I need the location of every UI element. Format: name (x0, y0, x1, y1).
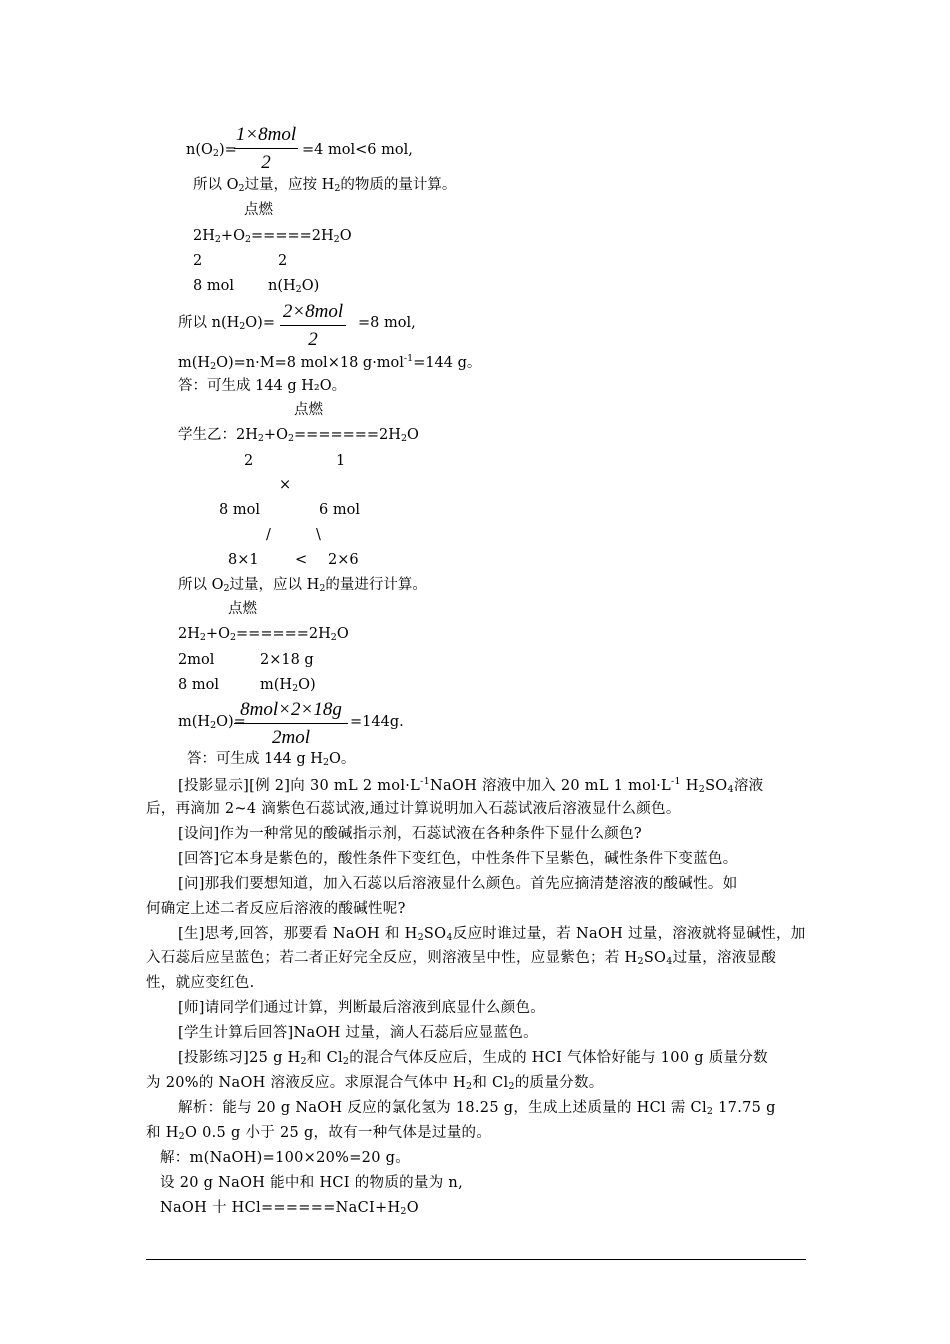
superscript: -1 (420, 776, 430, 787)
subscript: 4 (666, 956, 673, 967)
subscript: 2 (334, 183, 341, 194)
paragraph-line (178, 927, 806, 943)
text: 过量，应以 H (229, 577, 320, 593)
text: SO (705, 778, 728, 794)
text-line (178, 578, 427, 594)
text: 所以 n(H (178, 315, 240, 331)
paragraph-line: 何确定上述二者反应后溶液的酸碱性呢? (146, 901, 406, 917)
subscript: 2 (400, 1206, 407, 1217)
text: 的混合气体反应后，生成的 HCI 气体恰好能与 100 g 质量分数 (349, 1050, 768, 1066)
text-line (358, 316, 416, 331)
paragraph-line: [回答]它本身是紫色的，酸性条件下变红色，中性条件下呈紫色，碱性条件下变蓝色。 (178, 851, 738, 867)
text: m(H (178, 714, 211, 730)
ignite-label: 点燃 (294, 402, 323, 418)
text: 所以 O (178, 577, 224, 593)
text: H (680, 778, 699, 794)
text: +O (205, 626, 230, 642)
subscript: 2 (238, 183, 245, 194)
text: O)= (216, 714, 246, 730)
subscript: 2 (292, 683, 299, 694)
amount-value (260, 678, 316, 694)
cross-product: 8×1 (228, 552, 259, 568)
amount-value: 8 mol (193, 278, 234, 294)
ratio-value: 2 (278, 253, 288, 269)
cross-backslash: \ (316, 527, 321, 543)
fraction (234, 125, 298, 172)
fraction-denominator: 2mol (272, 727, 310, 748)
text-line (186, 143, 237, 159)
ratio-value: 2mol (178, 652, 215, 668)
subscript: 2 (319, 583, 326, 594)
superscript: -1 (403, 353, 414, 364)
text: )= (218, 142, 237, 158)
text: 和 Cl (472, 1075, 509, 1091)
text: 所以 O (193, 177, 239, 193)
text: +O (263, 427, 288, 443)
subscript: 2 (287, 433, 295, 444)
text: O (406, 427, 419, 443)
text: +O (220, 228, 245, 244)
paragraph-line (146, 1126, 491, 1142)
text: ======2H (236, 626, 331, 642)
text: O (336, 626, 349, 642)
text: O (406, 1200, 419, 1216)
text: m(H (178, 355, 211, 371)
paragraph-line: [问]那我们要想知道，加入石蕊以后溶液显什么颜色。首先应摘清楚溶液的酸碱性。如 (178, 876, 738, 892)
subscript: 2 (199, 632, 206, 643)
fraction-bar (234, 148, 298, 149)
subscript: 2 (508, 1081, 515, 1092)
text: =8 mol, (358, 315, 416, 331)
text: NaOH 十 HCl======NaCI+H (160, 1200, 401, 1216)
paragraph-line: [设问]作为一种常见的酸碱指示剂，石蕊试液在各种条件下显什么颜色? (178, 826, 642, 842)
superscript: -1 (671, 776, 681, 787)
cross-amount: 6 mol (319, 502, 360, 518)
fraction-denominator: 2 (261, 152, 271, 173)
text: SO (423, 926, 447, 942)
subscript: 2 (244, 234, 252, 245)
text: 2H (193, 228, 215, 244)
paragraph-line: [师]请同学们通过计算，判断最后溶液到底显什么颜色。 (178, 1000, 546, 1016)
subscript: 2 (698, 784, 706, 795)
fraction-numerator: 2×8mol (282, 301, 344, 322)
text: O (339, 228, 352, 244)
cross-product: 2×6 (328, 552, 359, 568)
text: n(O (186, 142, 213, 158)
subscript: 2 (637, 956, 644, 967)
cross-symbol: × (279, 477, 292, 493)
subscript: 2 (178, 1131, 186, 1142)
text-line (193, 178, 456, 194)
equation (193, 229, 352, 245)
fraction-numerator: 1×8mol (235, 124, 297, 145)
equation (178, 627, 349, 643)
text: 为 20%的 NaOH 溶液反应。求原混合气体中 H (146, 1075, 466, 1091)
subscript: 2 (229, 632, 237, 643)
subscript: 2 (239, 321, 246, 332)
text: NaOH 溶液中加入 20 mL 1 mol·L (429, 778, 671, 794)
cross-coefficient: 1 (336, 453, 346, 469)
equation (178, 428, 419, 444)
text: O) (298, 677, 316, 693)
text: 2H (178, 626, 200, 642)
text: =4 mol<6 mol, (302, 142, 413, 158)
subscript: 2 (210, 361, 217, 372)
amount-value (268, 279, 319, 295)
text: =144 g。 (413, 355, 482, 371)
text: 反应时谁过量，若 NaOH 过量，溶液就将显碱性，加 (452, 926, 806, 942)
answer-line: 答：可生成 144 g H₂O。 (178, 378, 347, 394)
cross-coefficient: 2 (244, 453, 254, 469)
paragraph-line: [学生计算后回答]NaOH 过量，滴人石蕊后应显蓝色。 (178, 1025, 538, 1041)
subscript: 4 (727, 784, 734, 795)
text: 入石蕊后应呈蓝色；若二者正好完全反应，则溶液呈中性，应显紫色；若 H (146, 950, 638, 966)
text-line (350, 715, 404, 730)
subscript: 2 (342, 1056, 350, 1067)
paragraph-line: 设 20 g NaOH 能中和 HCI 的物质的量为 n, (160, 1175, 463, 1191)
subscript: 2 (465, 1081, 473, 1092)
text-line (178, 316, 275, 332)
subscript: 2 (257, 433, 264, 444)
paragraph-line (146, 951, 776, 967)
footer-divider (146, 1259, 806, 1260)
fraction-numerator: 8mol×2×18g (240, 699, 342, 720)
fraction-bar (280, 325, 346, 326)
paragraph-line (178, 1051, 768, 1067)
cross-slash: / (266, 527, 271, 543)
text: 和 Cl (306, 1050, 343, 1066)
subscript: 2 (295, 284, 302, 295)
subscript: 2 (214, 234, 221, 245)
subscript: 2 (333, 234, 340, 245)
text-line (302, 143, 413, 158)
text: 的量进行计算。 (325, 577, 427, 593)
subscript: 2 (330, 632, 337, 643)
text: O。 (328, 751, 356, 767)
equation (160, 1201, 419, 1217)
text: 解析：能与 20 g NaOH 反应的氯化氢为 18.25 g，生成上述质量的 HCl 需 Cl (178, 1100, 707, 1116)
paragraph-line (178, 777, 763, 795)
text: [生]思考,回答，那要看 NaOH 和 H (178, 926, 418, 942)
subscript: 2 (400, 433, 407, 444)
ratio-value: 2×18 g (260, 652, 314, 668)
paragraph-line: 解：m(NaOH)=100×20%=20 g。 (160, 1150, 411, 1166)
text: =144g. (350, 714, 404, 730)
answer-line (187, 752, 355, 768)
text: =======2H (294, 427, 401, 443)
ignite-label: 点燃 (228, 601, 257, 617)
text-line (178, 354, 481, 372)
text: O 0.5 g 小于 25 g，故有一种气体是过量的。 (185, 1125, 492, 1141)
text: 的物质的量计算。 (340, 177, 457, 193)
text: 过量，应按 H (244, 177, 335, 193)
text: 的质量分数。 (514, 1075, 604, 1091)
subscript: 2 (322, 757, 329, 768)
fraction-denominator: 2 (308, 329, 318, 350)
text: [投影练习]25 g H (178, 1050, 301, 1066)
fraction-bar (234, 723, 348, 724)
text: m(H (260, 677, 293, 693)
text: =====2H (251, 228, 334, 244)
fraction (234, 700, 348, 747)
subscript: 2 (417, 932, 424, 943)
text: O) (301, 278, 320, 294)
paragraph-line (146, 1076, 604, 1092)
subscript: 2 (706, 1106, 714, 1117)
text: 过量，溶液显酸 (672, 950, 777, 966)
ratio-value: 2 (193, 253, 203, 269)
paragraph-line (178, 1101, 776, 1117)
paragraph-line: 性，就应变红色. (146, 975, 255, 991)
text: 学生乙：2H (178, 427, 258, 443)
amount-value: 8 mol (178, 677, 219, 693)
fraction (280, 302, 346, 349)
subscript: 2 (223, 583, 230, 594)
text: 17.75 g (713, 1100, 776, 1116)
text: 和 H (146, 1125, 179, 1141)
text: SO (643, 950, 667, 966)
text: O)= (245, 315, 275, 331)
cross-amount: 8 mol (219, 502, 260, 518)
subscript: 2 (212, 148, 219, 159)
text: 溶液 (733, 778, 764, 794)
paragraph-line: 后，再滴加 2~4 滴紫色石蕊试液,通过计算说明加入石蕊试液后溶液显什么颜色。 (146, 801, 681, 817)
ignite-label: 点燃 (244, 202, 273, 218)
subscript: 2 (300, 1056, 307, 1067)
cross-compare: < (295, 552, 308, 568)
text: 答：可生成 144 g H (187, 751, 323, 767)
text: O)=n·M=8 mol×18 g·mol (216, 355, 404, 371)
subscript: 2 (210, 720, 217, 731)
subscript: 4 (446, 932, 453, 943)
text: n(H (268, 278, 296, 294)
text: [投影显示][例 2]向 30 mL 2 mol·L (178, 778, 421, 794)
